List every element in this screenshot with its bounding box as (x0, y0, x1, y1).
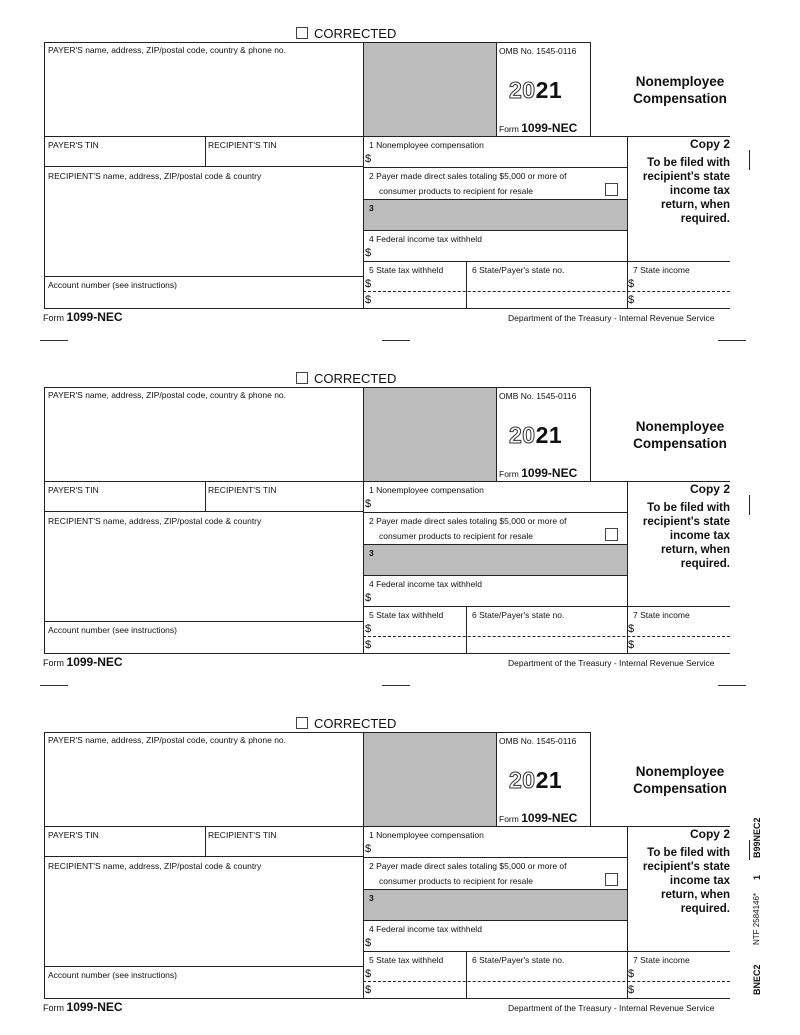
recipient-name-label: RECIPIENT'S name, address, ZIP/postal code & country (48, 861, 262, 871)
form-title (605, 418, 755, 452)
edge-mark (749, 840, 750, 860)
box4-label: 4 Federal income tax withheld (369, 579, 482, 589)
row-line-2a (44, 511, 363, 512)
box7-dollar-2: $ (628, 639, 635, 651)
form-prefix: Form (499, 469, 519, 479)
left-border (44, 732, 45, 998)
box4-label: 4 Federal income tax withheld (369, 234, 482, 244)
filed-line-4: return, when (660, 544, 730, 556)
box4-dollar: $ (365, 937, 372, 949)
form-label (499, 467, 577, 480)
box5-dollar-2: $ (365, 294, 372, 306)
box5-dollar-1: $ (365, 623, 372, 635)
corrected-label: CORRECTED (314, 371, 397, 386)
box6-label: 6 State/Payer's state no. (472, 265, 565, 275)
filed-line-1: To be filed with (647, 157, 730, 169)
payer-name-label: PAYER'S name, address, ZIP/postal code, country & phone no. (48, 45, 287, 55)
side-ntf: NTF 2584146* (752, 892, 761, 945)
box2-label-1: 2 Payer made direct sales totaling $5,000 or more of (369, 171, 567, 181)
box7-dollar-1: $ (628, 278, 635, 290)
footer-form-prefix: Form (43, 1003, 64, 1013)
row-line-account (44, 621, 363, 622)
box5-dollar-2: $ (365, 639, 372, 651)
omb-right-border (590, 732, 591, 826)
left-border (44, 42, 45, 308)
filed-line-4: return, when (660, 199, 730, 211)
omb-number: OMB No. 1545-0116 (499, 46, 577, 56)
box4-dollar: $ (365, 592, 372, 604)
box6-label: 6 State/Payer's state no. (472, 610, 565, 620)
year-bold: 21 (535, 767, 563, 793)
title-line-1: Nonemployee (635, 74, 725, 89)
tin-divider (205, 826, 206, 856)
box4-label: 4 Federal income tax withheld (369, 924, 482, 934)
side-number: 1 (752, 874, 762, 880)
filed-text (610, 846, 730, 916)
shaded-area (364, 43, 496, 136)
filed-line-1: To be filed with (647, 847, 730, 859)
account-label: Account number (see instructions) (48, 970, 177, 980)
tax-year (509, 78, 562, 102)
year-bold: 21 (535, 77, 563, 103)
box6-label: 6 State/Payer's state no. (472, 955, 565, 965)
box6-divider (466, 951, 467, 998)
copy-label: Copy 2 (689, 137, 730, 151)
omb-left-border (496, 42, 497, 136)
box3-label: 3 (369, 548, 374, 558)
box7-dollar-2: $ (628, 984, 635, 996)
footer-form-label (43, 656, 123, 669)
edge-mark (749, 495, 750, 515)
shaded-area (364, 388, 496, 481)
box7-dollar-2: $ (628, 294, 635, 306)
corrected-label: CORRECTED (314, 26, 397, 41)
account-label: Account number (see instructions) (48, 625, 177, 635)
footer-form-label (43, 1001, 123, 1014)
omb-right-border (590, 42, 591, 136)
top-border (44, 732, 590, 733)
row-line-4 (363, 230, 627, 231)
box2-label-1: 2 Payer made direct sales totaling $5,000 or more of (369, 516, 567, 526)
row-line-2a (44, 166, 363, 167)
row-line-5 (363, 606, 730, 607)
box7-dollar-1: $ (628, 968, 635, 980)
footer-form-name: 1099-NEC (66, 655, 123, 669)
box2-checkbox[interactable] (605, 528, 618, 541)
year-outline: 20 (509, 77, 536, 103)
box2-label-1: 2 Payer made direct sales totaling $5,000 or more of (369, 861, 567, 871)
bottom-border (44, 653, 730, 654)
box1-label: 1 Nonemployee compensation (369, 485, 484, 495)
filed-line-1: To be filed with (647, 502, 730, 514)
cut-mark (718, 685, 746, 686)
box1-label: 1 Nonemployee compensation (369, 830, 484, 840)
filed-line-2: recipient's state (642, 516, 730, 528)
side-code-2: BNEC2 (752, 964, 762, 995)
year-bold: 21 (535, 422, 563, 448)
payer-tin-label: PAYER'S TIN (48, 140, 99, 150)
box7-dollar-1: $ (628, 623, 635, 635)
omb-number: OMB No. 1545-0116 (499, 736, 577, 746)
row-line-account (44, 966, 363, 967)
filed-line-5: required. (680, 558, 730, 570)
title-line-2: Compensation (633, 436, 727, 451)
filed-line-4: return, when (660, 889, 730, 901)
copy-label: Copy 2 (689, 482, 730, 496)
left-border (44, 387, 45, 653)
form-name: 1099-NEC (521, 121, 578, 135)
copy-label: Copy 2 (689, 827, 730, 841)
title-line-1: Nonemployee (635, 764, 725, 779)
filed-line-5: required. (680, 903, 730, 915)
tax-year (509, 423, 562, 447)
dashed-line (363, 291, 730, 292)
corrected-label: CORRECTED (314, 716, 397, 731)
title-line-2: Compensation (633, 781, 727, 796)
box2-label-2: consumer products to recipient for resale (379, 186, 534, 196)
box2-label-2: consumer products to recipient for resale (379, 876, 534, 886)
box3-shade (364, 545, 627, 575)
box3-shade (364, 890, 627, 920)
row-line-5 (363, 951, 730, 952)
box4-dollar: $ (365, 247, 372, 259)
payer-tin-label: PAYER'S TIN (48, 485, 99, 495)
box2-checkbox[interactable] (605, 873, 618, 886)
cut-mark (40, 340, 68, 341)
cut-mark (718, 340, 746, 341)
cut-mark (382, 340, 410, 341)
top-border (44, 387, 590, 388)
box5-dollar-2: $ (365, 984, 372, 996)
omb-number: OMB No. 1545-0116 (499, 391, 577, 401)
year-outline: 20 (509, 422, 536, 448)
payer-tin-label: PAYER'S TIN (48, 830, 99, 840)
cut-mark (40, 685, 68, 686)
row-line-account (44, 276, 363, 277)
department-label: Department of the Treasury - Internal Revenue Service (508, 658, 715, 668)
department-label: Department of the Treasury - Internal Revenue Service (508, 1003, 715, 1013)
top-border (44, 42, 590, 43)
bottom-border (44, 308, 730, 309)
omb-left-border (496, 387, 497, 481)
box1-label: 1 Nonemployee compensation (369, 140, 484, 150)
footer-form-prefix: Form (43, 313, 64, 323)
omb-right-border (590, 387, 591, 481)
tax-year (509, 768, 562, 792)
recipient-tin-label: RECIPIENT'S TIN (208, 140, 277, 150)
row-line-4 (363, 920, 627, 921)
cut-mark (382, 685, 410, 686)
shaded-area (364, 733, 496, 826)
recipient-tin-label: RECIPIENT'S TIN (208, 830, 277, 840)
tin-divider (205, 136, 206, 166)
form-prefix: Form (499, 814, 519, 824)
corrected-checkbox[interactable] (296, 372, 308, 384)
box5-dollar-1: $ (365, 968, 372, 980)
footer-form-name: 1099-NEC (66, 310, 123, 324)
payer-name-label: PAYER'S name, address, ZIP/postal code, country & phone no. (48, 735, 287, 745)
form-label (499, 122, 577, 135)
box5-dollar-1: $ (365, 278, 372, 290)
form-prefix: Form (499, 124, 519, 134)
tin-divider (205, 481, 206, 511)
year-outline: 20 (509, 767, 536, 793)
filed-line-5: required. (680, 213, 730, 225)
box1-dollar: $ (365, 153, 372, 165)
payer-name-label: PAYER'S name, address, ZIP/postal code, country & phone no. (48, 390, 287, 400)
box7-label: 7 State income (633, 610, 690, 620)
recipient-tin-label: RECIPIENT'S TIN (208, 485, 277, 495)
box5-label: 5 State tax withheld (369, 265, 444, 275)
title-line-2: Compensation (633, 91, 727, 106)
filed-line-2: recipient's state (642, 861, 730, 873)
filed-line-2: recipient's state (642, 171, 730, 183)
box7-label: 7 State income (633, 955, 690, 965)
department-label: Department of the Treasury - Internal Revenue Service (508, 313, 715, 323)
form-title (605, 73, 755, 107)
box1-dollar: $ (365, 843, 372, 855)
form-label (499, 812, 577, 825)
row-line-2b (363, 857, 627, 858)
recipient-name-label: RECIPIENT'S name, address, ZIP/postal code & country (48, 516, 262, 526)
row-line-4 (363, 575, 627, 576)
row-line-2b (363, 167, 627, 168)
dashed-line (363, 981, 730, 982)
form-1099-nec (0, 690, 800, 1020)
box2-checkbox[interactable] (605, 183, 618, 196)
box5-label: 5 State tax withheld (369, 610, 444, 620)
form-1099-nec (0, 0, 800, 330)
footer-form-name: 1099-NEC (66, 1000, 123, 1014)
box5-label: 5 State tax withheld (369, 955, 444, 965)
row-line-2a (44, 856, 363, 857)
title-line-1: Nonemployee (635, 419, 725, 434)
side-code-1: B99NEC2 (752, 817, 762, 858)
box2-label-2: consumer products to recipient for resale (379, 531, 534, 541)
footer-form-label (43, 311, 123, 324)
dashed-line (363, 636, 730, 637)
bottom-border (44, 998, 730, 999)
box6-divider (466, 606, 467, 653)
account-label: Account number (see instructions) (48, 280, 177, 290)
form-title (605, 763, 755, 797)
form-name: 1099-NEC (521, 811, 578, 825)
box3-label: 3 (369, 203, 374, 213)
filed-text (610, 501, 730, 571)
box3-shade (364, 200, 627, 230)
box7-label: 7 State income (633, 265, 690, 275)
corrected-checkbox[interactable] (296, 27, 308, 39)
form-1099-nec (0, 345, 800, 675)
form-name: 1099-NEC (521, 466, 578, 480)
box1-dollar: $ (365, 498, 372, 510)
row-line-2b (363, 512, 627, 513)
corrected-checkbox[interactable] (296, 717, 308, 729)
filed-text (610, 156, 730, 226)
omb-left-border (496, 732, 497, 826)
box3-label: 3 (369, 893, 374, 903)
filed-line-3: income tax (669, 875, 730, 887)
footer-form-prefix: Form (43, 658, 64, 668)
recipient-name-label: RECIPIENT'S name, address, ZIP/postal code & country (48, 171, 262, 181)
edge-mark (749, 150, 750, 170)
filed-line-3: income tax (669, 185, 730, 197)
filed-line-3: income tax (669, 530, 730, 542)
row-line-5 (363, 261, 730, 262)
box6-divider (466, 261, 467, 308)
